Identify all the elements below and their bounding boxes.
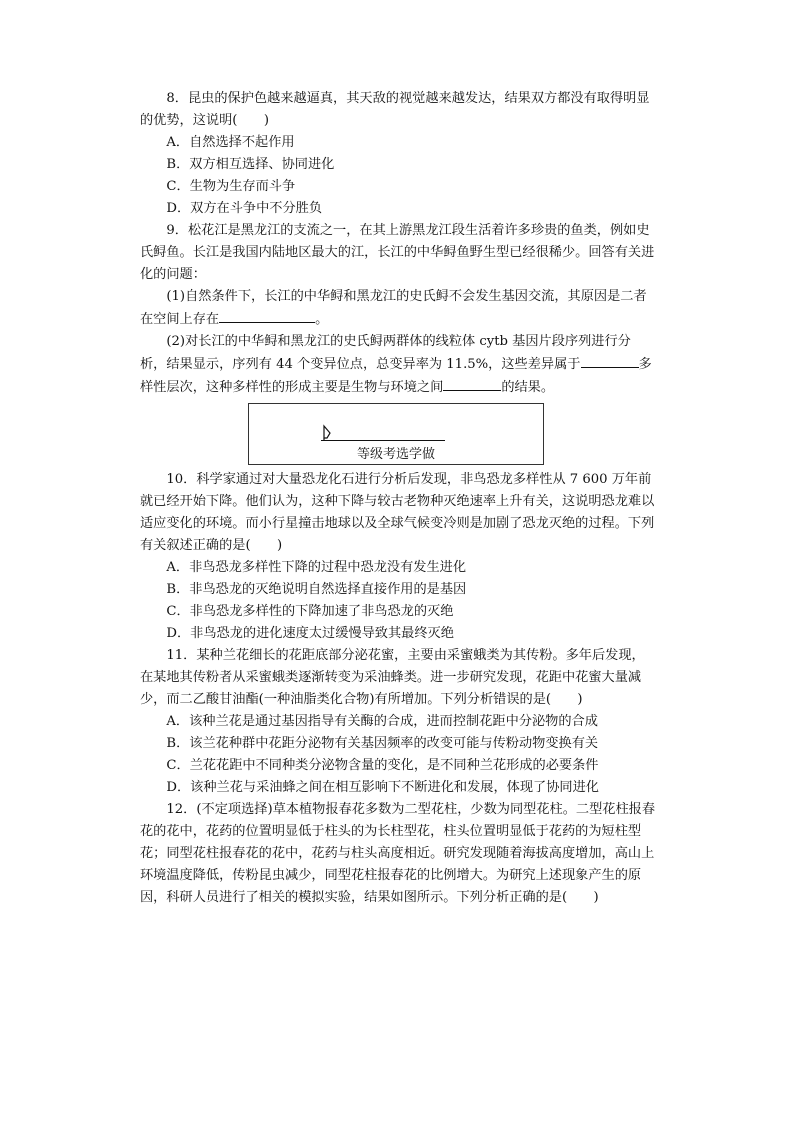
answer-blank <box>581 353 639 368</box>
q11-option-d: D．该种兰花与采油蜂之间在相互影响下不断进化和发展，体现了协同进化 <box>166 780 599 795</box>
q11-option-a: A．该种兰花是通过基因指导有关酶的合成，进而控制花距中分泌物的合成 <box>166 714 598 729</box>
section-banner <box>248 403 544 465</box>
q10-option-b: B．非鸟恐龙的灭绝说明自然选择直接作用的是基因 <box>166 582 467 597</box>
q10-stem: 10．科学家通过对大量恐龙化石进行分析后发现，非鸟恐龙多样性从 7 600 万年前就已经开始下降。他们认为，这种下降与较古老物种灭绝速率上升有关，这说明恐龙难以适应变化的环境。而小行星撞击地球以及全球气候变冷则是加剧了恐龙灭绝的过程。下列有关叙述正确的是( ) <box>140 472 655 553</box>
answer-blank <box>443 376 501 391</box>
q11-option-c: C．兰花花距中不同种类分泌物含量的变化，是不同种兰花形成的必要条件 <box>166 758 599 773</box>
q10-option-d: D．非鸟恐龙的进化速度太过缓慢导致其最终灭绝 <box>166 626 454 641</box>
q8-option-a: A．自然选择不起作用 <box>166 135 295 150</box>
q10-option-a: A．非鸟恐龙多样性下降的过程中恐龙没有发生进化 <box>166 560 467 575</box>
banner-rule <box>321 440 445 441</box>
q8-stem: 8．昆虫的保护色越来越逼真，其天敌的视觉越来越发达，结果双方都没有取得明显的优势，这说明( ) <box>140 91 650 128</box>
section-title: 等级考选学做 <box>356 447 435 462</box>
q9-part1-text: (1)自然条件下，长江的中华鲟和黑龙江的史氏鲟不会发生基因交流，其原因是二者在空间上存在 <box>140 289 647 327</box>
q10-option-c: C．非鸟恐龙多样性的下降加速了非鸟恐龙的灭绝 <box>166 604 454 619</box>
document-page <box>140 88 656 909</box>
q9-part2-text-b: 多样性层次，这种多样性的形成主要是生物与环境之间 <box>140 357 652 395</box>
q12-stem: 12．(不定项选择)草本植物报春花多数为二型花柱，少数为同型花柱。二型花柱报春花的花中，花药的位置明显低于柱头的为长柱型花，柱头位置明显低于花药的为短柱型花；同型花柱报春花的花中，花药与柱头高度相近。研究发现随着海拔高度增加，高山上环境温度降低，传粉昆虫减少，同型花柱报春花的比例增大。为研究上述现象产生的原因，科研人员进行了相关的模拟实验，结果如图所示。下列分析正确的是( ) <box>140 802 656 905</box>
q9-stem: 9．松花江是黑龙江的支流之一，在其上游黑龙江段生活着许多珍贵的鱼类，例如史氏鲟鱼。长江是我国内陆地区最大的江，长江的中华鲟鱼野生型已经很稀少。回答有关进化的问题： <box>140 223 655 282</box>
q8-option-b: B．双方相互选择、协同进化 <box>166 157 335 172</box>
q11-stem: 11．某种兰花细长的花距底部分泌花蜜，主要由采蜜蛾类为其传粉。多年后发现，在某地其传粉者从采蜜蛾类逐渐转变为采油蜂类。进一步研究发现，花距中花蜜大量减少，而二乙酸甘油酯(一种油脂类化合物)有所增加。下列分析错误的是( ) <box>140 648 645 707</box>
q9-part1-end: 。 <box>315 312 329 327</box>
answer-blank <box>219 308 315 323</box>
q9-part2-text-a: (2)对长江的中华鲟和黑龙江的史氏鲟两群体的线粒体 cytb 基因片段序列进行分析，结果显示，序列有 44 个变异位点，总变异率为 11.5%，这些差异属于 <box>140 334 631 372</box>
q11-option-b: B．该兰花种群中花距分泌物有关基因频率的改变可能与传粉动物变换有关 <box>166 736 599 751</box>
q9-part2-text-c: 的结果。 <box>501 380 555 395</box>
q8-option-c: C．生物为生存而斗争 <box>166 179 296 194</box>
q8-option-d: D．双方在斗争中不分胜负 <box>166 201 323 216</box>
q9-part1 <box>140 286 656 331</box>
q9-part2 <box>140 331 656 399</box>
